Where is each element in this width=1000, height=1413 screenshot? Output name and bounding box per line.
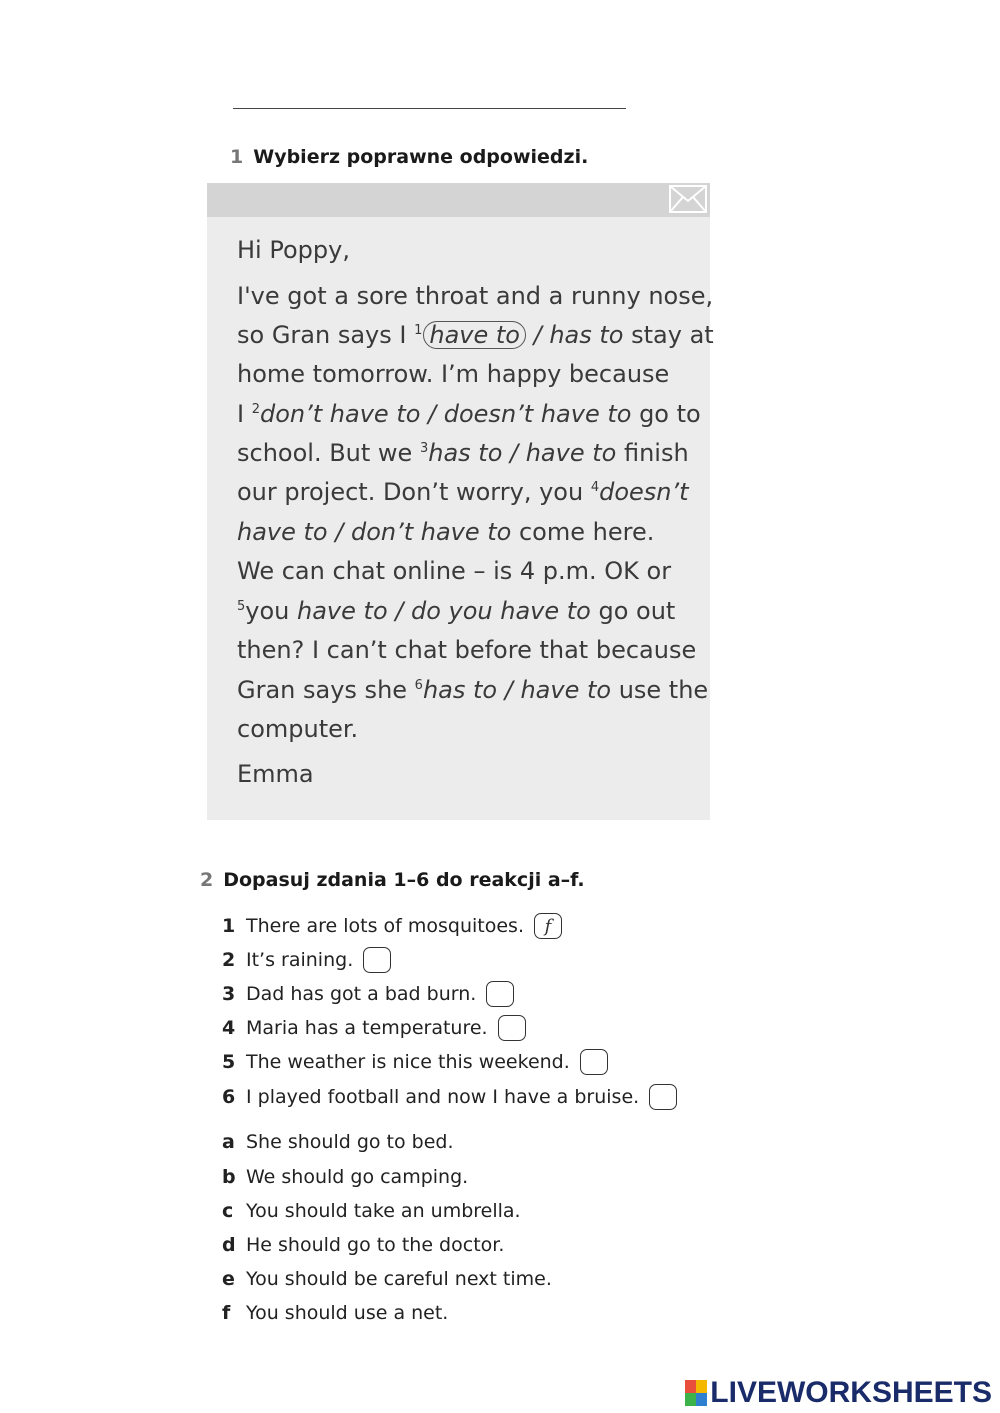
email-line-7 <box>237 518 654 546</box>
email-line-2 <box>237 321 714 349</box>
email-line-9-pre: you <box>245 597 298 625</box>
gap-6-number: 6 <box>414 678 423 693</box>
email-line-5 <box>237 439 689 467</box>
gap-4-options-end[interactable]: have to / don’t have to <box>237 518 512 546</box>
answer-box[interactable] <box>498 1015 526 1041</box>
email-line-2-pre: so Gran says I <box>237 321 415 349</box>
sentence-number: 1 <box>222 915 236 937</box>
reaction-row <box>222 1200 521 1222</box>
sentence-number: 4 <box>222 1017 236 1039</box>
envelope-icon <box>669 185 707 213</box>
email-line-6 <box>237 478 689 506</box>
sentence-number: 2 <box>222 949 236 971</box>
exercise-2-number: 2 <box>200 869 214 891</box>
email-line-4 <box>237 400 701 428</box>
gap-5-number: 5 <box>237 599 246 614</box>
gap-1-selected-answer[interactable]: have to <box>423 321 526 349</box>
sentence-text: It’s raining. <box>246 949 354 971</box>
email-line-4-post: go to <box>631 400 701 428</box>
exercise-1-title <box>230 146 588 168</box>
answer-box[interactable] <box>649 1084 677 1110</box>
reaction-text: You should use a net. <box>246 1302 449 1324</box>
reaction-text: He should go to the doctor. <box>246 1234 505 1256</box>
reaction-letter: c <box>222 1200 234 1222</box>
email-line-2-post: stay at <box>623 321 714 349</box>
sentence-text: Dad has got a bad burn. <box>246 983 477 1005</box>
top-divider <box>233 108 626 109</box>
reaction-letter: a <box>222 1131 235 1153</box>
reaction-letter: b <box>222 1166 236 1188</box>
sentence-text: There are lots of mosquitoes. <box>246 915 524 937</box>
email-line-11-pre: Gran says she <box>237 676 415 704</box>
logo-square-yellow <box>696 1380 707 1393</box>
sentence-text: The weather is nice this weekend. <box>246 1051 570 1073</box>
sentence-row <box>222 1082 677 1112</box>
sentence-text: Maria has a temperature. <box>246 1017 488 1039</box>
brand-text: LIVEWORKSHEETS <box>710 1376 992 1409</box>
reaction-letter: e <box>222 1268 235 1290</box>
email-line-11 <box>237 676 708 704</box>
email-line-1: I've got a sore throat and a runny nose, <box>237 282 714 310</box>
email-signature: Emma <box>237 760 314 788</box>
gap-2-options[interactable]: don’t have to / doesn’t have to <box>260 400 632 428</box>
gap-3-number: 3 <box>419 441 429 456</box>
logo-square-green <box>685 1393 696 1406</box>
sentence-number: 3 <box>222 983 236 1005</box>
email-line-11-post: use the <box>611 676 709 704</box>
exercise-1-instruction: Wybierz poprawne odpowiedzi. <box>253 146 589 168</box>
gap-4-number: 4 <box>590 480 600 495</box>
answer-box[interactable] <box>363 947 391 973</box>
logo-square-blue <box>696 1393 707 1406</box>
gap-1-option-b[interactable]: / has to <box>525 321 624 349</box>
liveworksheets-brand[interactable] <box>685 1376 992 1410</box>
gap-2-number: 2 <box>251 402 260 417</box>
reaction-row <box>222 1166 468 1188</box>
email-line-3: home tomorrow. I’m happy because <box>237 360 670 388</box>
answer-box[interactable] <box>580 1049 608 1075</box>
answer-box[interactable] <box>486 981 514 1007</box>
gap-5-options[interactable]: have to / do you have to <box>297 597 591 625</box>
answer-box[interactable]: f <box>534 913 562 939</box>
exercise-1-number: 1 <box>230 146 244 168</box>
reaction-letter: f <box>222 1302 231 1324</box>
gap-1-number: 1 <box>414 323 423 338</box>
exercise-2-instruction: Dopasuj zdania 1–6 do reakcji a–f. <box>223 869 585 891</box>
email-line-12: computer. <box>237 715 359 743</box>
sentence-row <box>222 911 562 941</box>
exercise-2-title <box>200 869 585 891</box>
email-line-6-pre: our project. Don’t worry, you <box>237 478 591 506</box>
email-header-bar <box>207 183 710 217</box>
sentence-row <box>222 1047 608 1077</box>
sentence-row <box>222 979 514 1009</box>
email-line-5-pre: school. But we <box>237 439 420 467</box>
reaction-row <box>222 1302 448 1324</box>
reaction-text: We should go camping. <box>246 1166 469 1188</box>
reaction-text: You should be careful next time. <box>246 1268 552 1290</box>
sentence-row <box>222 945 391 975</box>
reaction-text: She should go to bed. <box>246 1131 454 1153</box>
sentence-text: I played football and now I have a bruise. <box>246 1086 640 1108</box>
email-line-4-pre: I <box>237 400 252 428</box>
reaction-row <box>222 1131 454 1153</box>
email-line-10: then? I can’t chat before that because <box>237 636 697 664</box>
gap-3-options[interactable]: has to / have to <box>428 439 617 467</box>
email-line-9 <box>237 597 675 625</box>
sentence-number: 6 <box>222 1086 236 1108</box>
reaction-row <box>222 1234 504 1256</box>
email-line-7-post: come here. <box>511 518 655 546</box>
reaction-text: You should take an umbrella. <box>246 1200 521 1222</box>
email-line-9-post: go out <box>590 597 676 625</box>
gap-4-options-start[interactable]: doesn’t <box>599 478 689 506</box>
reaction-letter: d <box>222 1234 236 1256</box>
logo-square-red <box>685 1380 696 1393</box>
liveworksheets-logo-icon <box>685 1380 707 1406</box>
email-greeting: Hi Poppy, <box>237 236 350 264</box>
email-line-5-post: finish <box>616 439 689 467</box>
reaction-row <box>222 1268 552 1290</box>
sentence-number: 5 <box>222 1051 236 1073</box>
email-line-8: We can chat online – is 4 p.m. OK or <box>237 557 672 585</box>
sentence-row <box>222 1013 526 1043</box>
gap-6-options[interactable]: has to / have to <box>422 676 612 704</box>
